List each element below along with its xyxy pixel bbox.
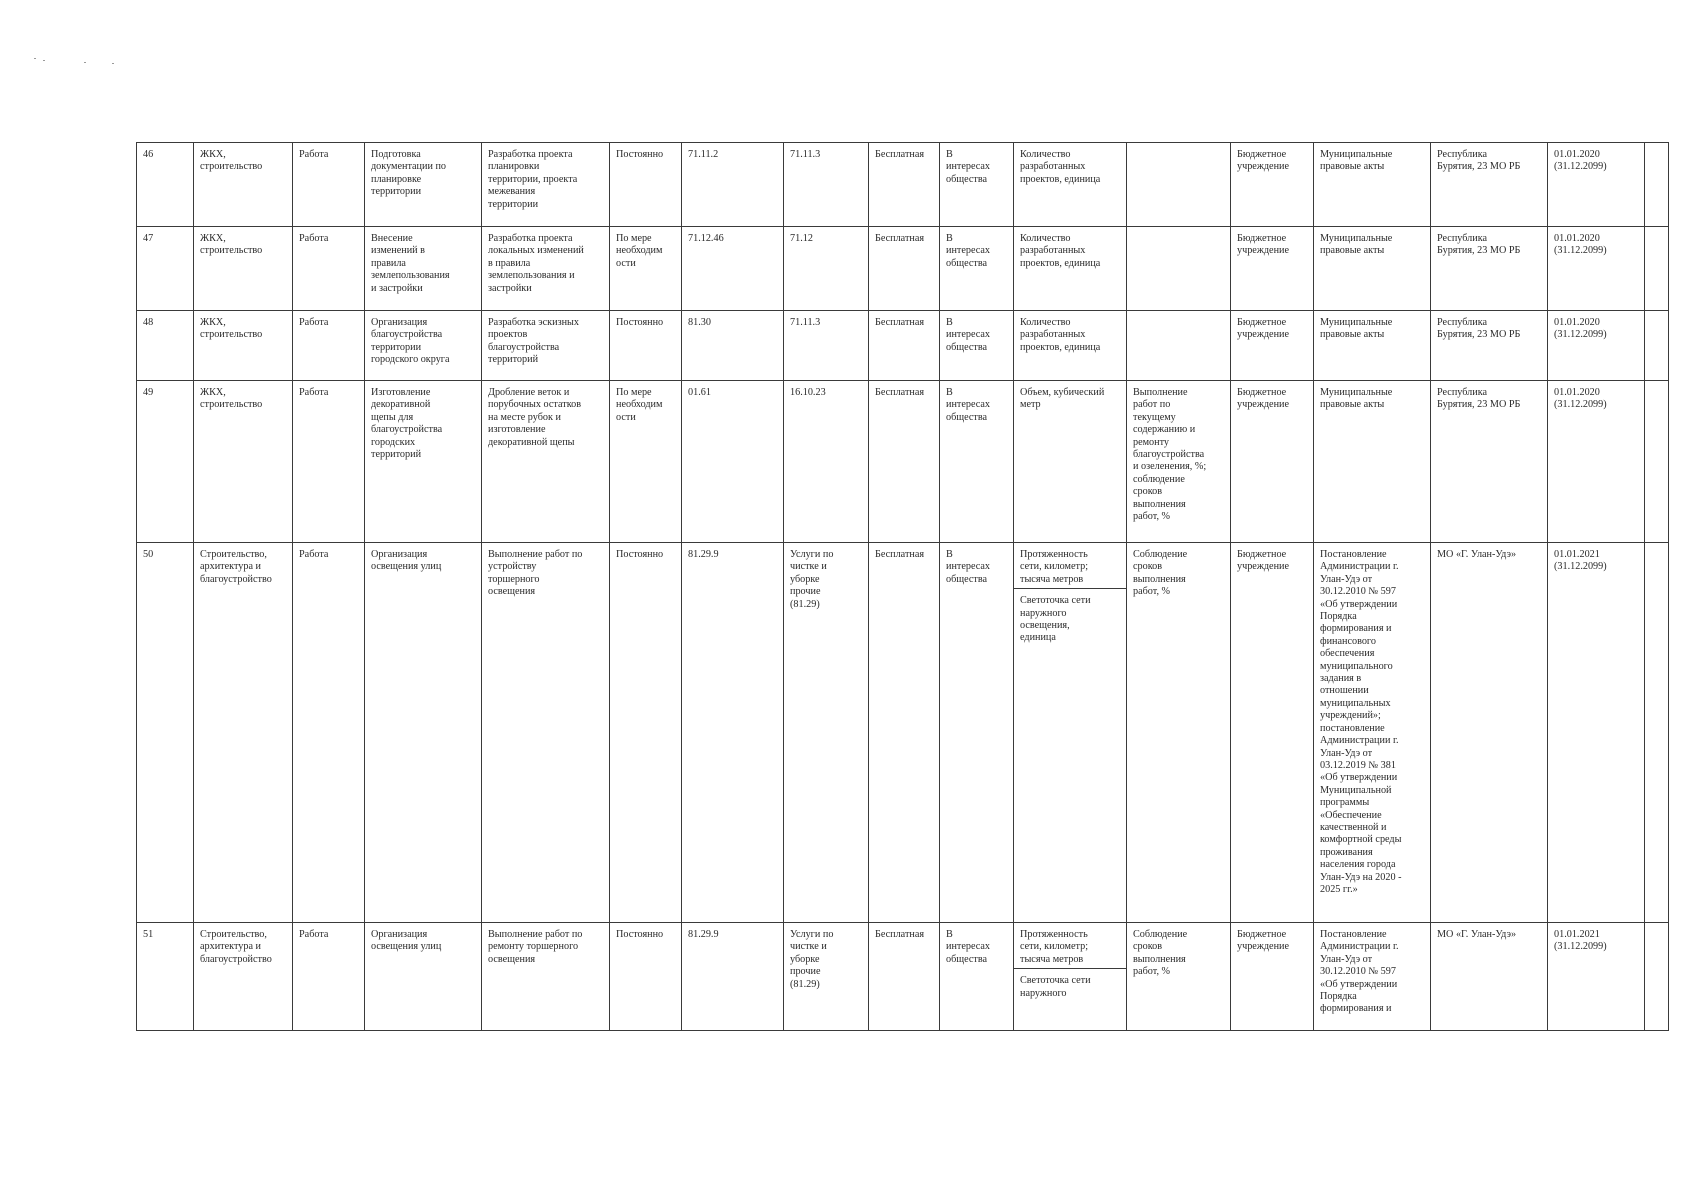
service-name-text: Подготовка документации по планировке территории	[371, 149, 447, 198]
row-number-cell	[137, 311, 194, 381]
volume-indicator: Протяженность сети, километр; тысяча метров	[1020, 929, 1089, 965]
quality-indicators-text: Соблюдение сроков выполнения работ, %	[1133, 549, 1188, 598]
periodicity-cell	[610, 311, 682, 381]
dates-cell	[1548, 381, 1645, 543]
volume-indicator: Светоточка сети наружного освещения, единица	[1014, 588, 1126, 647]
service-content-cell	[482, 143, 610, 227]
sector-text: Строительство, архитектура и благоустройство	[200, 549, 272, 585]
sector-cell	[194, 311, 293, 381]
volume-indicators-cell	[1014, 227, 1127, 311]
territory-cell	[1431, 543, 1548, 923]
row-number-text: 49	[143, 387, 154, 398]
territory-text: Республика Бурятия, 23 МО РБ	[1437, 387, 1521, 411]
payment-cell	[869, 311, 940, 381]
okved-code-text: 81.30	[688, 317, 711, 328]
territory-text: Республика Бурятия, 23 МО РБ	[1437, 149, 1521, 173]
payment-text: Бесплатная	[875, 549, 925, 560]
quality-indicators-cell	[1127, 543, 1231, 923]
extra-cell	[1645, 923, 1669, 1031]
payment-cell	[869, 143, 940, 227]
volume-indicator: Количество разработанных проектов, единица	[1020, 317, 1101, 353]
type-cell	[293, 311, 365, 381]
dates-text: 01.01.2021 (31.12.2099)	[1554, 929, 1607, 953]
okpd-code-cell	[784, 227, 869, 311]
service-name-cell	[365, 227, 482, 311]
payment-text: Бесплатная	[875, 387, 925, 398]
volume-indicator: Количество разработанных проектов, единица	[1020, 149, 1101, 185]
institution-type-text: Бюджетное учреждение	[1237, 317, 1290, 341]
service-content-cell	[482, 923, 610, 1031]
service-content-cell	[482, 227, 610, 311]
okved-code-cell	[682, 923, 784, 1031]
territory-text: Республика Бурятия, 23 МО РБ	[1437, 317, 1521, 341]
type-text: Работа	[299, 929, 329, 940]
sector-cell	[194, 381, 293, 543]
table-row	[137, 381, 1669, 543]
service-name-cell	[365, 311, 482, 381]
service-name-cell	[365, 543, 482, 923]
territory-cell	[1431, 923, 1548, 1031]
sector-text: ЖКХ, строительство	[200, 317, 263, 341]
institution-type-text: Бюджетное учреждение	[1237, 149, 1290, 173]
territory-text: МО «Г. Улан-Удэ»	[1437, 929, 1517, 940]
sector-text: ЖКХ, строительство	[200, 149, 263, 173]
table-row	[137, 311, 1669, 381]
territory-cell	[1431, 381, 1548, 543]
quality-indicators-text: Соблюдение сроков выполнения работ, %	[1133, 929, 1188, 978]
okpd-code-cell	[784, 543, 869, 923]
payment-cell	[869, 381, 940, 543]
institution-type-cell	[1231, 543, 1314, 923]
table-row	[137, 923, 1669, 1031]
consumers-cell	[940, 143, 1014, 227]
institution-type-cell	[1231, 381, 1314, 543]
payment-cell	[869, 227, 940, 311]
institution-type-cell	[1231, 923, 1314, 1031]
legal-acts-cell	[1314, 381, 1431, 543]
service-name-text: Внесение изменений в правила землепользования и застройки	[371, 233, 450, 294]
periodicity-text: Постоянно	[616, 317, 664, 328]
consumers-cell	[940, 227, 1014, 311]
institution-type-text: Бюджетное учреждение	[1237, 929, 1290, 953]
type-text: Работа	[299, 149, 329, 160]
quality-indicators-cell	[1127, 311, 1231, 381]
volume-indicator: Количество разработанных проектов, единица	[1020, 233, 1101, 269]
volume-indicators-cell	[1014, 381, 1127, 543]
sector-cell	[194, 543, 293, 923]
periodicity-text: По мере необходим ости	[616, 387, 663, 423]
consumers-text: В интересах общества	[946, 233, 991, 269]
institution-type-text: Бюджетное учреждение	[1237, 233, 1290, 257]
volume-indicator: Светоточка сети наружного	[1014, 968, 1126, 1002]
type-cell	[293, 227, 365, 311]
type-cell	[293, 143, 365, 227]
volume-indicator: Объем, кубический метр	[1020, 387, 1105, 411]
legal-acts-cell	[1314, 923, 1431, 1031]
periodicity-cell	[610, 543, 682, 923]
periodicity-text: Постоянно	[616, 549, 664, 560]
territory-cell	[1431, 311, 1548, 381]
service-content-text: Разработка эскизных проектов благоустройства территорий	[488, 317, 579, 366]
row-number-text: 51	[143, 929, 154, 940]
quality-indicators-cell	[1127, 143, 1231, 227]
dates-text: 01.01.2021 (31.12.2099)	[1554, 549, 1607, 573]
table-row	[137, 227, 1669, 311]
extra-cell	[1645, 381, 1669, 543]
consumers-text: В интересах общества	[946, 387, 991, 423]
payment-cell	[869, 543, 940, 923]
okpd-code-cell	[784, 143, 869, 227]
row-number-text: 48	[143, 317, 154, 328]
services-register-table	[136, 142, 1669, 1031]
row-number-cell	[137, 543, 194, 923]
legal-acts-text: Муниципальные правовые акты	[1320, 387, 1393, 411]
dates-cell	[1548, 923, 1645, 1031]
dates-cell	[1548, 543, 1645, 923]
service-content-text: Дробление веток и порубочных остатков на месте рубок и изготовление декоративной щепы	[488, 387, 582, 448]
payment-text: Бесплатная	[875, 149, 925, 160]
volume-indicators-cell	[1014, 923, 1127, 1031]
periodicity-cell	[610, 381, 682, 543]
service-name-text: Изготовление декоративной щепы для благоустройства городских территорий	[371, 387, 443, 461]
okved-code-text: 71.11.2	[688, 149, 719, 160]
type-cell	[293, 923, 365, 1031]
okved-code-cell	[682, 227, 784, 311]
payment-text: Бесплатная	[875, 233, 925, 244]
service-name-cell	[365, 143, 482, 227]
extra-cell	[1645, 143, 1669, 227]
okpd-code-text: 71.11.3	[790, 149, 821, 160]
okpd-code-cell	[784, 311, 869, 381]
extra-cell	[1645, 311, 1669, 381]
volume-indicators-cell	[1014, 543, 1127, 923]
okved-code-cell	[682, 381, 784, 543]
periodicity-text: По мере необходим ости	[616, 233, 663, 269]
service-content-text: Разработка проекта локальных изменений в правила землепользования и застройки	[488, 233, 584, 294]
consumers-text: В интересах общества	[946, 929, 991, 965]
periodicity-cell	[610, 227, 682, 311]
okpd-code-text: 71.12	[790, 233, 813, 244]
okved-code-text: 81.29.9	[688, 549, 719, 560]
okpd-code-text: 71.11.3	[790, 317, 821, 328]
service-name-text: Организация освещения улиц	[371, 929, 442, 953]
okpd-code-text: Услуги по чистке и уборке прочие (81.29)	[790, 549, 834, 610]
dates-cell	[1548, 143, 1645, 227]
okved-code-text: 81.29.9	[688, 929, 719, 940]
payment-cell	[869, 923, 940, 1031]
service-content-cell	[482, 381, 610, 543]
okved-code-cell	[682, 311, 784, 381]
row-number-cell	[137, 227, 194, 311]
okved-code-cell	[682, 543, 784, 923]
row-number-text: 46	[143, 149, 154, 160]
periodicity-cell	[610, 923, 682, 1031]
periodicity-text: Постоянно	[616, 149, 664, 160]
institution-type-text: Бюджетное учреждение	[1237, 387, 1290, 411]
service-name-text: Организация благоустройства территории городского округа	[371, 317, 450, 366]
consumers-text: В интересах общества	[946, 549, 991, 585]
dates-text: 01.01.2020 (31.12.2099)	[1554, 149, 1607, 173]
legal-acts-text: Постановление Администрации г. Улан-Удэ от 30.12.2010 № 597 «Об утверждении Порядка формирования и	[1320, 929, 1399, 1015]
dates-text: 01.01.2020 (31.12.2099)	[1554, 387, 1607, 411]
table-row	[137, 143, 1669, 227]
quality-indicators-cell	[1127, 923, 1231, 1031]
service-name-text: Организация освещения улиц	[371, 549, 442, 573]
institution-type-cell	[1231, 311, 1314, 381]
okved-code-text: 01.61	[688, 387, 711, 398]
service-content-text: Разработка проекта планировки территории, проекта межевания территории	[488, 149, 578, 210]
service-name-cell	[365, 381, 482, 543]
okpd-code-cell	[784, 381, 869, 543]
service-content-text: Выполнение работ по устройству торшерного освещения	[488, 549, 583, 598]
type-text: Работа	[299, 387, 329, 398]
dates-text: 01.01.2020 (31.12.2099)	[1554, 317, 1607, 341]
territory-cell	[1431, 143, 1548, 227]
okpd-code-text: Услуги по чистке и уборке прочие (81.29)	[790, 929, 834, 990]
volume-indicators-cell	[1014, 143, 1127, 227]
row-number-cell	[137, 143, 194, 227]
legal-acts-text: Муниципальные правовые акты	[1320, 317, 1393, 341]
consumers-cell	[940, 543, 1014, 923]
sector-text: Строительство, архитектура и благоустройство	[200, 929, 272, 965]
extra-cell	[1645, 227, 1669, 311]
sector-cell	[194, 143, 293, 227]
quality-indicators-cell	[1127, 381, 1231, 543]
legal-acts-cell	[1314, 311, 1431, 381]
periodicity-cell	[610, 143, 682, 227]
quality-indicators-cell	[1127, 227, 1231, 311]
territory-text: Республика Бурятия, 23 МО РБ	[1437, 233, 1521, 257]
row-number-cell	[137, 923, 194, 1031]
periodicity-text: Постоянно	[616, 929, 664, 940]
consumers-cell	[940, 381, 1014, 543]
row-number-text: 47	[143, 233, 154, 244]
legal-acts-cell	[1314, 143, 1431, 227]
dates-text: 01.01.2020 (31.12.2099)	[1554, 233, 1607, 257]
service-content-cell	[482, 543, 610, 923]
sector-text: ЖКХ, строительство	[200, 387, 263, 411]
legal-acts-text: Муниципальные правовые акты	[1320, 233, 1393, 257]
territory-text: МО «Г. Улан-Удэ»	[1437, 549, 1517, 560]
institution-type-text: Бюджетное учреждение	[1237, 549, 1290, 573]
legal-acts-text: Постановление Администрации г. Улан-Удэ от 30.12.2010 № 597 «Об утверждении Порядка формирования и финансового обеспечения муниципального задания в отношении муниципальных учреждений»; постановление Администрации г. Улан-Удэ от 03.12.2019 № 381 «Об утверждении Муниципальной программы «Обеспечение качественной и комфортной среды проживания населения города Улан-Удэ на 2020 - 2025 гг.»	[1320, 549, 1402, 895]
consumers-text: В интересах общества	[946, 317, 991, 353]
extra-cell	[1645, 543, 1669, 923]
service-name-cell	[365, 923, 482, 1031]
okved-code-text: 71.12.46	[688, 233, 724, 244]
type-cell	[293, 543, 365, 923]
table-row	[137, 543, 1669, 923]
service-content-text: Выполнение работ по ремонту торшерного освещения	[488, 929, 583, 965]
quality-indicators-text: Выполнение работ по текущему содержанию и ремонту благоустройства и озеленения, %; соблюдение сроков выполнения работ, %	[1133, 387, 1207, 523]
institution-type-cell	[1231, 143, 1314, 227]
okpd-code-cell	[784, 923, 869, 1031]
type-text: Работа	[299, 549, 329, 560]
legal-acts-cell	[1314, 543, 1431, 923]
consumers-cell	[940, 923, 1014, 1031]
type-cell	[293, 381, 365, 543]
territory-cell	[1431, 227, 1548, 311]
consumers-text: В интересах общества	[946, 149, 991, 185]
okved-code-cell	[682, 143, 784, 227]
sector-cell	[194, 227, 293, 311]
institution-type-cell	[1231, 227, 1314, 311]
type-text: Работа	[299, 317, 329, 328]
row-number-cell	[137, 381, 194, 543]
sector-text: ЖКХ, строительство	[200, 233, 263, 257]
type-text: Работа	[299, 233, 329, 244]
legal-acts-text: Муниципальные правовые акты	[1320, 149, 1393, 173]
volume-indicators-cell	[1014, 311, 1127, 381]
dates-cell	[1548, 227, 1645, 311]
row-number-text: 50	[143, 549, 154, 560]
sector-cell	[194, 923, 293, 1031]
scan-noise	[34, 58, 124, 68]
consumers-cell	[940, 311, 1014, 381]
dates-cell	[1548, 311, 1645, 381]
legal-acts-cell	[1314, 227, 1431, 311]
service-content-cell	[482, 311, 610, 381]
payment-text: Бесплатная	[875, 317, 925, 328]
volume-indicator: Протяженность сети, километр; тысяча метров	[1020, 549, 1089, 585]
payment-text: Бесплатная	[875, 929, 925, 940]
okpd-code-text: 16.10.23	[790, 387, 826, 398]
